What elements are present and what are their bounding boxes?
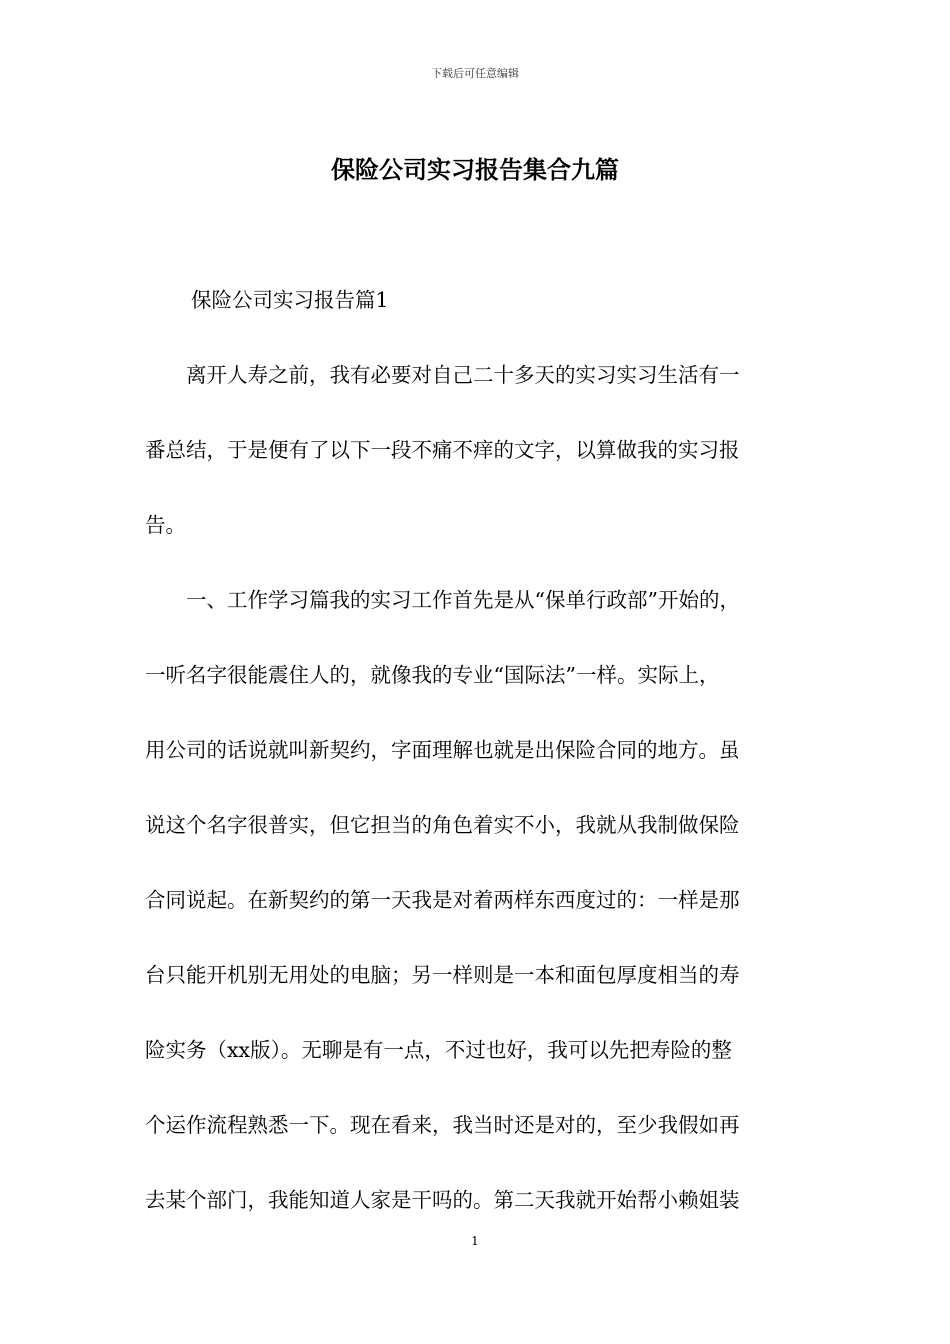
document-title: 保险公司实习报告集合九篇 — [331, 155, 619, 184]
body-line: 台只能开机别无用处的电脑；另一样则是一本和面包厚度相当的寿 — [145, 963, 740, 987]
body-paragraph-1 — [145, 338, 815, 563]
body-line: 个运作流程熟悉一下。现在看来，我当时还是对的，至少我假如再 — [145, 1113, 740, 1137]
section-heading: 保险公司实习报告篇1 — [191, 288, 389, 312]
body-line: 告。 — [145, 513, 186, 537]
body-paragraph-2 — [145, 563, 815, 1238]
body-line: 去某个部门，我能知道人家是干吗的。第二天我就开始帮小赖姐装 — [145, 1188, 740, 1212]
page-number: 1 — [471, 1234, 479, 1248]
body-line: 一听名字很能震住人的，就像我的专业“国际法”一样。实际上， — [145, 663, 720, 687]
body-line: 合同说起。在新契约的第一天我是对着两样东西度过的：一样是那 — [145, 888, 740, 912]
body-line: 用公司的话说就叫新契约，字面理解也就是出保险合同的地方。虽 — [145, 738, 740, 762]
body-line: 一、工作学习篇我的实习工作首先是从“保单行政部”开始的， — [145, 588, 740, 612]
body-line: 险实务（xx版）。无聊是有一点，不过也好，我可以先把寿险的整 — [145, 1038, 732, 1062]
body-line: 离开人寿之前，我有必要对自己二十多天的实习实习生活有一 — [145, 363, 740, 387]
page-header-note: 下载后可任意编辑 — [431, 67, 519, 80]
body-line: 说这个名字很普实，但它担当的角色着实不小，我就从我制做保险 — [145, 813, 740, 837]
body-line: 番总结，于是便有了以下一段不痛不痒的文字，以算做我的实习报 — [145, 438, 740, 462]
